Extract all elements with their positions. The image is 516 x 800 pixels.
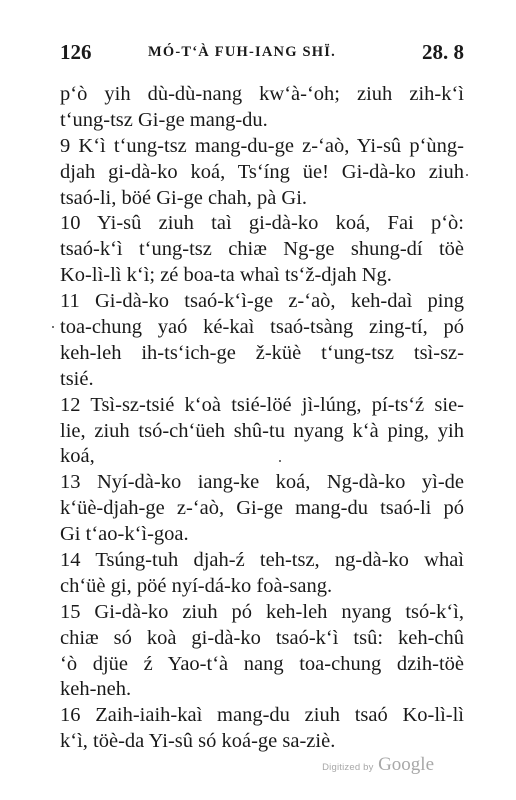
text-line: ch‘üè gi, pöé nyí-dá-ko foà-sang. — [60, 574, 333, 597]
verse-10-start: 10 Yi-sû ziuh taì gi-dà-ko koá, Fai p‘ò: — [60, 212, 464, 235]
digitized-watermark — [322, 754, 434, 776]
verse-13-start: 13 Nyí-dà-ko iang-ke koá, Ng-dà-ko yì-de — [60, 471, 464, 494]
text-line: keh-leh ih-ts‘ich-ge ž-küè t‘ung-tsz tsì-sz- — [60, 341, 464, 364]
body-text — [60, 82, 464, 755]
text-line: lie, ziuh tsó-ch‘üeh shû-tu nyang k‘à ping, yih — [60, 419, 464, 442]
text-line: tsaó-k‘ì t‘ung-tsz chiæ Ng-ge shung-dí töè — [60, 238, 464, 261]
text-line: Gi t‘ao-k‘ì-goa. — [60, 523, 189, 546]
verse-12-start: 12 Tsì-sz-tsié k‘oà tsié-löé jì-lúng, pí-ts‘ź sie- — [60, 393, 464, 416]
text-line: p‘ò yih dù-dù-nang kw‘à-‘oh; ziuh zih-k‘ì — [60, 83, 464, 105]
watermark-prefix: Digitized by — [322, 762, 374, 773]
text-line: k‘ì, töè-da Yi-sû só koá-ge sa-ziè. — [60, 730, 336, 753]
running-title: MÓ-T‘À FUH-IANG SHÏ. — [148, 44, 336, 60]
text-line: koá, — [60, 445, 95, 468]
text-line: Ko-lì-lì k‘ì; zé boa-ta whaì ts‘ž-djah Ng. — [60, 264, 392, 287]
text-line: t‘ung-tsz Gi-ge mang-du. — [60, 108, 268, 131]
ink-speck — [279, 460, 281, 462]
running-header — [60, 40, 464, 70]
verse-9-start: 9 K‘ì t‘ung-tsz mang-du-ge z-‘aò, Yi-sû p‘ùng- — [60, 134, 464, 157]
verse-11-start: 11 Gi-dà-ko tsaó-k‘ì-ge z-‘aò, keh-daì ping — [60, 290, 464, 313]
google-logo: Google — [378, 754, 434, 775]
text-line: k‘üè-djah-ge z-‘aò, Gi-ge mang-du tsaó-li pó — [60, 497, 464, 520]
text-line: toa-chung yaó ké-kaì tsaó-tsàng zing-tí, pó — [60, 316, 464, 339]
text-line: chiæ só koà gi-dà-ko tsaó-k‘ì tsû: keh-chû — [60, 626, 464, 649]
chapter-reference: 28. 8 — [422, 40, 464, 64]
text-line: djah gi-dà-ko koá, Ts‘íng üe! Gi-dà-ko ziuh — [60, 160, 464, 183]
ink-speck — [52, 326, 54, 328]
verse-16-start: 16 Zaih-iaih-kaì mang-du ziuh tsaó Ko-lì-lì — [60, 704, 464, 727]
text-line: keh-neh. — [60, 678, 132, 701]
verse-15-start: 15 Gi-dà-ko ziuh pó keh-leh nyang tsó-k‘ì, — [60, 600, 464, 623]
text-line: ‘ò djüe ź Yao-t‘à nang toa-chung dzih-töè — [60, 652, 464, 675]
text-line: tsaó-li, böé Gi-ge chah, pà Gi. — [60, 186, 308, 209]
verse-14-start: 14 Tsúng-tuh djah-ź teh-tsz, ng-dà-ko whaì — [60, 549, 464, 572]
ink-speck — [466, 174, 468, 176]
page-number: 126 — [60, 40, 92, 64]
text-line: tsié. — [60, 367, 94, 390]
